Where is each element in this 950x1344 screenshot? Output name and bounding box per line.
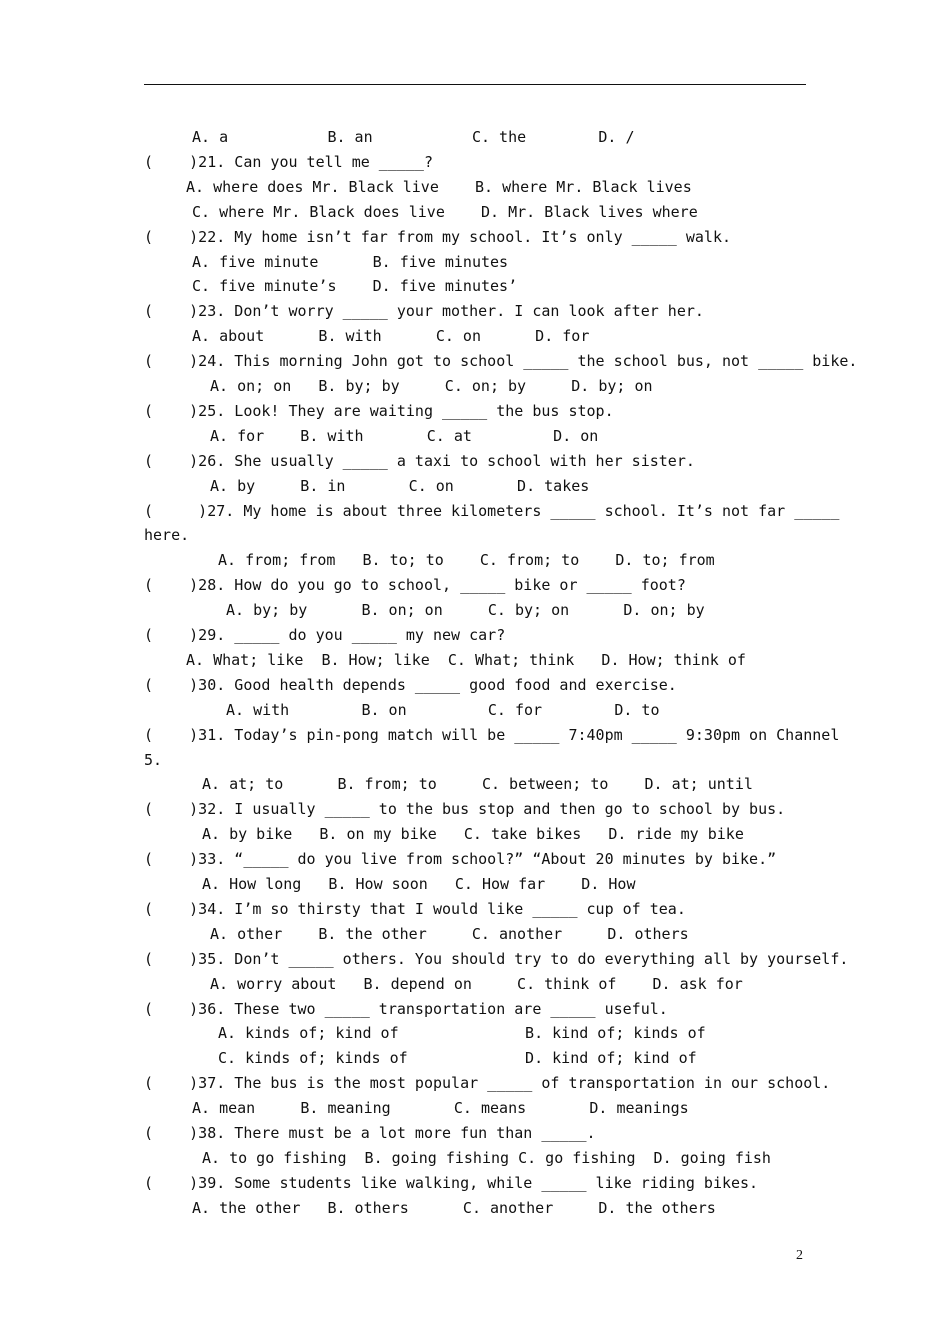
options-line: A. mean B. meaning C. means D. meanings (192, 1099, 689, 1118)
question-line: ( )21. Can you tell me _____? (144, 152, 433, 171)
options-line: C. kinds of; kinds of D. kind of; kind of (218, 1049, 697, 1068)
options-line: A. where does Mr. Black live B. where Mr. Black lives (186, 177, 692, 196)
options-line: A. at; to B. from; to C. between; to D. at; until (202, 775, 753, 794)
question-line: ( )35. Don’t _____ others. You should try to do everything all by yourself. (144, 949, 849, 968)
question-line: ( )32. I usually _____ to the bus stop and then go to school by bus. (144, 800, 786, 819)
question-line: ( )33. “_____ do you live from school?” “About 20 minutes by bike.” (144, 850, 777, 869)
options-line: C. where Mr. Black does live D. Mr. Black lives where (192, 202, 698, 221)
options-line: A. How long B. How soon C. How far D. How (202, 875, 636, 893)
question-line: ( )25. Look! They are waiting _____ the bus stop. (144, 401, 614, 420)
question-line: ( )34. I’m so thirsty that I would like _____ cup of tea. (144, 899, 686, 918)
question-line: ( )31. Today’s pin-pong match will be _____ 7:40pm _____ 9:30pm on Channel (144, 725, 840, 744)
question-line: ( )36. These two _____ transportation are _____ useful. (144, 999, 668, 1018)
options-line: A. other B. the other C. another D. others (210, 924, 689, 943)
options-line: A. kinds of; kind of B. kind of; kinds of (218, 1024, 706, 1043)
question-line: ( )23. Don’t worry _____ your mother. I can look after her. (144, 302, 704, 321)
question-line: ( )38. There must be a lot more fun than _____. (144, 1124, 596, 1142)
question-line: ( )39. Some students like walking, while _____ like riding bikes. (144, 1173, 759, 1192)
options-line: A. with B. on C. for D. to (226, 700, 660, 719)
options-line: C. five minute’s D. five minutes’ (192, 277, 518, 296)
question-line: here. (144, 526, 190, 545)
question-line: ( )26. She usually _____ a taxi to school with her sister. (144, 451, 695, 470)
options-line: A. by B. in C. on D. takes (210, 476, 590, 495)
options-line: A. from; from B. to; to C. from; to D. to; from (218, 551, 715, 570)
options-line: A. for B. with C. at D. on (210, 426, 599, 445)
options-line: A. about B. with C. on D. for (192, 327, 590, 346)
options-line: A. five minute B. five minutes (192, 252, 509, 271)
question-line: ( )24. This morning John got to school _____ the school bus, not _____ bike. (144, 352, 858, 371)
page-number: 2 (796, 1248, 803, 1263)
question-line: ( )37. The bus is the most popular _____ of transportation in our school. (144, 1074, 831, 1093)
question-line: ( )30. Good health depends _____ good food and exercise. (144, 675, 677, 694)
options-line: A. a B. an C. the D. / (192, 128, 635, 146)
options-line: A. the other B. others C. another D. the others (192, 1198, 716, 1217)
question-line: ( )27. My home is about three kilometers _____ school. It’s not far _____ (144, 501, 840, 520)
options-line: A. by bike B. on my bike C. take bikes D. ride my bike (202, 825, 744, 844)
options-line: A. by; by B. on; on C. by; on D. on; by (226, 601, 705, 620)
question-line: ( )29. _____ do you _____ my new car? (144, 626, 506, 644)
options-line: A. on; on B. by; by C. on; by D. by; on (210, 377, 653, 395)
header-rule (144, 84, 806, 85)
question-line: ( )28. How do you go to school, _____ bike or _____ foot? (144, 576, 686, 595)
question-line: ( )22. My home isn’t far from my school. It’s only _____ walk. (144, 227, 731, 246)
options-line: A. worry about B. depend on C. think of D. ask for (210, 974, 743, 993)
options-line: A. to go fishing B. going fishing C. go fishing D. going fish (202, 1148, 771, 1167)
options-line: A. What; like B. How; like C. What; think D. How; think of (186, 650, 746, 669)
question-line: 5. (144, 750, 163, 769)
